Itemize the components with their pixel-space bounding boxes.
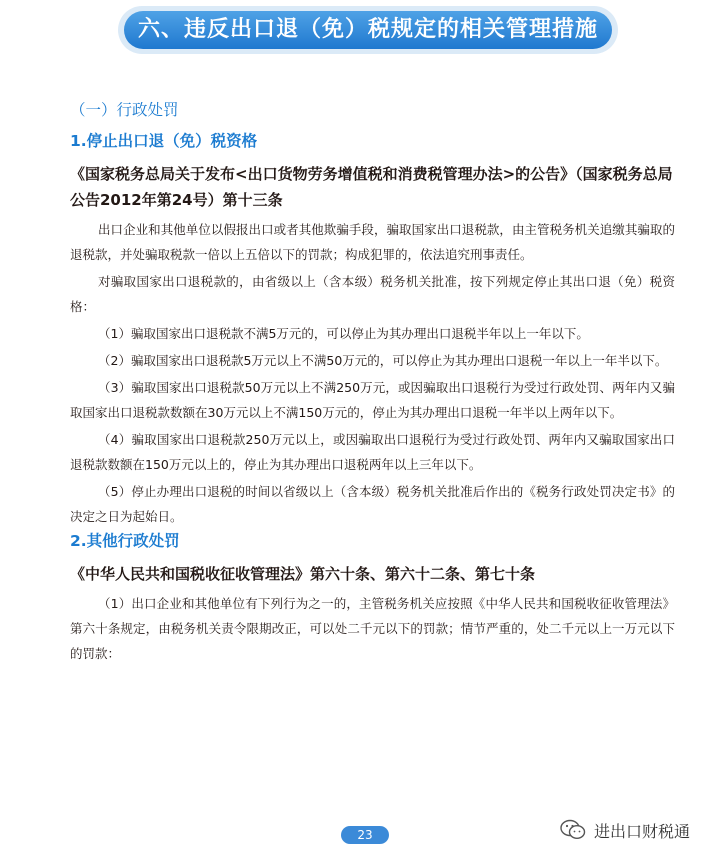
- document-body: [70, 100, 675, 668]
- law-citation: 《中华人民共和国税收征收管理法》第六十条、第六十二条、第七十条: [70, 565, 536, 583]
- wechat-icon: [560, 819, 586, 841]
- paragraph: 出口企业和其他单位以假报出口或者其他欺骗手段，骗取国家出口退税款，由主管税务机关追缴其骗取的退税款，并处骗取税款一倍以上五倍以下的罚款；构成犯罪的，依法追究刑事责任。: [70, 222, 675, 262]
- list-item: （1）骗取国家出口退税款不满5万元的，可以停止为其办理出口退税半年以上一年以下。: [98, 326, 589, 341]
- wechat-watermark: [560, 816, 690, 844]
- subsection-heading-other-penalty: 2.其他行政处罚: [70, 532, 180, 550]
- page-number: 23: [341, 826, 389, 844]
- page-title: 六、违反出口退（免）税规定的相关管理措施: [124, 11, 612, 49]
- title-banner: [118, 6, 618, 54]
- section-heading-administrative-penalty: （一）行政处罚: [70, 101, 179, 119]
- watermark-text: 进出口财税通: [594, 821, 691, 841]
- list-item: （3）骗取国家出口退税款50万元以上不满250万元，或因骗取出口退税行为受过行政处罚、两年内又骗取国家出口退税款数额在30万元以上不满150万元的，停止为其办理出口退税一年半以上两年以下。: [70, 380, 675, 420]
- subsection-heading-stop-refund-qualification: 1.停止出口退（免）税资格: [70, 132, 258, 150]
- list-item: （2）骗取国家出口退税款5万元以上不满50万元的，可以停止为其办理出口退税一年以上一年半以下。: [98, 353, 668, 368]
- law-citation: 《国家税务总局关于发布<出口货物劳务增值税和消费税管理办法>的公告》（国家税务总局公告2012年第24号）第十三条: [70, 165, 673, 209]
- paragraph: （1）出口企业和其他单位有下列行为之一的，主管税务机关应按照《中华人民共和国税收征收管理法》第六十条规定，由税务机关责令限期改正，可以处二千元以下的罚款；情节严重的，处二千元以上一万元以下的罚款：: [70, 596, 675, 661]
- list-item: （5）停止办理出口退税的时间以省级以上（含本级）税务机关批准后作出的《税务行政处罚决定书》的决定之日为起始日。: [70, 484, 675, 524]
- list-item: （4）骗取国家出口退税款250万元以上，或因骗取出口退税行为受过行政处罚、两年内又骗取国家出口退税款数额在150万元以上的，停止为其办理出口退税两年以上三年以下。: [70, 432, 675, 472]
- paragraph: 对骗取国家出口退税款的，由省级以上（含本级）税务机关批准，按下列规定停止其出口退（免）税资格：: [70, 274, 675, 314]
